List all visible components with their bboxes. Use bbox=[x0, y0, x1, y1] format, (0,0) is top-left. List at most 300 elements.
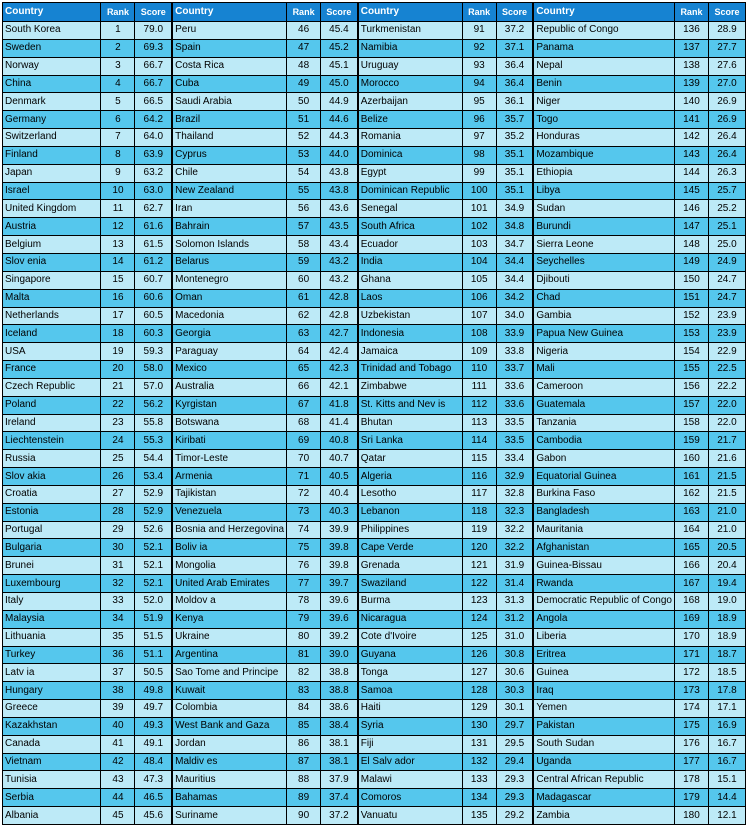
header-country-2: Country bbox=[172, 3, 286, 22]
table-row bbox=[3, 539, 746, 557]
score-cell: 39.9 bbox=[321, 521, 358, 539]
rank-cell: 75 bbox=[287, 539, 321, 557]
country-cell: Lithuania bbox=[3, 628, 101, 646]
score-cell: 23.9 bbox=[708, 325, 745, 343]
table-row bbox=[3, 307, 746, 325]
header-score-2: Score bbox=[321, 3, 358, 22]
rank-cell: 85 bbox=[287, 717, 321, 735]
score-cell: 30.6 bbox=[496, 664, 533, 682]
country-cell: Namibia bbox=[358, 39, 462, 57]
country-cell: Tunisia bbox=[3, 771, 101, 789]
score-cell: 66.7 bbox=[135, 75, 172, 93]
table-row bbox=[3, 129, 746, 147]
country-cell: Tanzania bbox=[533, 414, 674, 432]
rank-cell: 124 bbox=[462, 610, 496, 628]
rank-cell: 60 bbox=[287, 271, 321, 289]
rank-cell: 86 bbox=[287, 735, 321, 753]
country-cell: USA bbox=[3, 343, 101, 361]
country-cell: Niger bbox=[533, 93, 674, 111]
rank-cell: 145 bbox=[674, 182, 708, 200]
score-cell: 53.4 bbox=[135, 468, 172, 486]
score-cell: 38.1 bbox=[321, 753, 358, 771]
country-cell: Azerbaijan bbox=[358, 93, 462, 111]
rank-cell: 26 bbox=[101, 468, 135, 486]
country-cell: Panama bbox=[533, 39, 674, 57]
country-cell: Chile bbox=[172, 164, 286, 182]
ranking-table-container bbox=[2, 2, 746, 825]
rank-cell: 57 bbox=[287, 218, 321, 236]
rank-cell: 117 bbox=[462, 485, 496, 503]
country-cell: Laos bbox=[358, 289, 462, 307]
score-cell: 37.4 bbox=[321, 789, 358, 807]
country-cell: Guatemala bbox=[533, 396, 674, 414]
table-row bbox=[3, 236, 746, 254]
country-cell: Gambia bbox=[533, 307, 674, 325]
country-cell: Uganda bbox=[533, 753, 674, 771]
score-cell: 34.2 bbox=[496, 289, 533, 307]
score-cell: 25.2 bbox=[708, 200, 745, 218]
rank-cell: 173 bbox=[674, 682, 708, 700]
score-cell: 41.4 bbox=[321, 414, 358, 432]
country-cell: Mexico bbox=[172, 361, 286, 379]
country-cell: Lesotho bbox=[358, 485, 462, 503]
rank-cell: 130 bbox=[462, 717, 496, 735]
score-cell: 25.1 bbox=[708, 218, 745, 236]
rank-cell: 81 bbox=[287, 646, 321, 664]
score-cell: 21.7 bbox=[708, 432, 745, 450]
rank-cell: 94 bbox=[462, 75, 496, 93]
score-cell: 43.8 bbox=[321, 164, 358, 182]
country-cell: Nicaragua bbox=[358, 610, 462, 628]
rank-cell: 51 bbox=[287, 111, 321, 129]
rank-cell: 73 bbox=[287, 503, 321, 521]
header-country-3: Country bbox=[358, 3, 462, 22]
rank-cell: 30 bbox=[101, 539, 135, 557]
country-cell: Bangladesh bbox=[533, 503, 674, 521]
country-cell: Guinea bbox=[533, 664, 674, 682]
score-cell: 22.0 bbox=[708, 414, 745, 432]
rank-cell: 28 bbox=[101, 503, 135, 521]
rank-cell: 108 bbox=[462, 325, 496, 343]
rank-cell: 118 bbox=[462, 503, 496, 521]
country-cell: Liechtenstein bbox=[3, 432, 101, 450]
rank-cell: 83 bbox=[287, 682, 321, 700]
country-cell: South Sudan bbox=[533, 735, 674, 753]
score-cell: 33.6 bbox=[496, 396, 533, 414]
rank-cell: 61 bbox=[287, 289, 321, 307]
score-cell: 35.1 bbox=[496, 182, 533, 200]
country-cell: Bahrain bbox=[172, 218, 286, 236]
score-cell: 57.0 bbox=[135, 378, 172, 396]
rank-cell: 31 bbox=[101, 557, 135, 575]
rank-cell: 67 bbox=[287, 396, 321, 414]
table-row bbox=[3, 146, 746, 164]
rank-cell: 27 bbox=[101, 485, 135, 503]
score-cell: 33.6 bbox=[496, 378, 533, 396]
score-cell: 42.3 bbox=[321, 361, 358, 379]
rank-cell: 121 bbox=[462, 557, 496, 575]
score-cell: 22.0 bbox=[708, 396, 745, 414]
score-cell: 34.8 bbox=[496, 218, 533, 236]
rank-cell: 32 bbox=[101, 575, 135, 593]
score-cell: 52.1 bbox=[135, 575, 172, 593]
table-row bbox=[3, 432, 746, 450]
rank-cell: 111 bbox=[462, 378, 496, 396]
score-cell: 44.9 bbox=[321, 93, 358, 111]
rank-cell: 14 bbox=[101, 253, 135, 271]
country-cell: Lebanon bbox=[358, 503, 462, 521]
rank-cell: 113 bbox=[462, 414, 496, 432]
rank-cell: 106 bbox=[462, 289, 496, 307]
country-cell: Togo bbox=[533, 111, 674, 129]
rank-cell: 158 bbox=[674, 414, 708, 432]
score-cell: 52.9 bbox=[135, 503, 172, 521]
score-cell: 45.0 bbox=[321, 75, 358, 93]
country-cell: Norway bbox=[3, 57, 101, 75]
rank-cell: 49 bbox=[287, 75, 321, 93]
country-cell: Grenada bbox=[358, 557, 462, 575]
rank-cell: 102 bbox=[462, 218, 496, 236]
rank-cell: 50 bbox=[287, 93, 321, 111]
rank-cell: 78 bbox=[287, 593, 321, 611]
rank-cell: 12 bbox=[101, 218, 135, 236]
country-cell: Cuba bbox=[172, 75, 286, 93]
rank-cell: 152 bbox=[674, 307, 708, 325]
table-row bbox=[3, 575, 746, 593]
score-cell: 18.5 bbox=[708, 664, 745, 682]
rank-cell: 90 bbox=[287, 807, 321, 825]
rank-cell: 131 bbox=[462, 735, 496, 753]
rank-cell: 142 bbox=[674, 129, 708, 147]
header-rank-2: Rank bbox=[287, 3, 321, 22]
rank-cell: 96 bbox=[462, 111, 496, 129]
country-cell: United Arab Emirates bbox=[172, 575, 286, 593]
score-cell: 38.8 bbox=[321, 664, 358, 682]
score-cell: 31.0 bbox=[496, 628, 533, 646]
country-cell: Italy bbox=[3, 593, 101, 611]
rank-cell: 79 bbox=[287, 610, 321, 628]
country-cell: Oman bbox=[172, 289, 286, 307]
country-cell: Republic of Congo bbox=[533, 22, 674, 40]
rank-cell: 99 bbox=[462, 164, 496, 182]
score-cell: 35.2 bbox=[496, 129, 533, 147]
table-row bbox=[3, 111, 746, 129]
score-cell: 30.1 bbox=[496, 700, 533, 718]
country-cell: Chad bbox=[533, 289, 674, 307]
score-cell: 24.7 bbox=[708, 289, 745, 307]
rank-cell: 112 bbox=[462, 396, 496, 414]
country-cell: Nepal bbox=[533, 57, 674, 75]
country-cell: Austria bbox=[3, 218, 101, 236]
country-cell: Tajikistan bbox=[172, 485, 286, 503]
score-cell: 28.9 bbox=[708, 22, 745, 40]
country-cell: Mongolia bbox=[172, 557, 286, 575]
score-cell: 49.7 bbox=[135, 700, 172, 718]
country-cell: Mauritius bbox=[172, 771, 286, 789]
rank-cell: 167 bbox=[674, 575, 708, 593]
country-cell: Hungary bbox=[3, 682, 101, 700]
country-cell: Malaysia bbox=[3, 610, 101, 628]
rank-cell: 53 bbox=[287, 146, 321, 164]
table-row bbox=[3, 182, 746, 200]
score-cell: 33.8 bbox=[496, 343, 533, 361]
country-cell: Kenya bbox=[172, 610, 286, 628]
score-cell: 29.4 bbox=[496, 753, 533, 771]
score-cell: 26.3 bbox=[708, 164, 745, 182]
country-cell: Seychelles bbox=[533, 253, 674, 271]
country-cell: Comoros bbox=[358, 789, 462, 807]
score-cell: 22.5 bbox=[708, 361, 745, 379]
rank-cell: 171 bbox=[674, 646, 708, 664]
country-cell: Denmark bbox=[3, 93, 101, 111]
country-cell: Central African Republic bbox=[533, 771, 674, 789]
score-cell: 40.4 bbox=[321, 485, 358, 503]
rank-cell: 10 bbox=[101, 182, 135, 200]
rank-cell: 137 bbox=[674, 39, 708, 57]
score-cell: 45.4 bbox=[321, 22, 358, 40]
rank-cell: 91 bbox=[462, 22, 496, 40]
rank-cell: 138 bbox=[674, 57, 708, 75]
score-cell: 41.8 bbox=[321, 396, 358, 414]
rank-cell: 169 bbox=[674, 610, 708, 628]
country-cell: Cape Verde bbox=[358, 539, 462, 557]
country-cell: Ireland bbox=[3, 414, 101, 432]
rank-cell: 29 bbox=[101, 521, 135, 539]
score-cell: 63.0 bbox=[135, 182, 172, 200]
rank-cell: 92 bbox=[462, 39, 496, 57]
country-cell: Turkey bbox=[3, 646, 101, 664]
rank-cell: 125 bbox=[462, 628, 496, 646]
country-cell: Turkmenistan bbox=[358, 22, 462, 40]
score-cell: 12.1 bbox=[708, 807, 745, 825]
rank-cell: 97 bbox=[462, 129, 496, 147]
country-cell: Maldiv es bbox=[172, 753, 286, 771]
score-cell: 60.5 bbox=[135, 307, 172, 325]
country-cell: Kyrgistan bbox=[172, 396, 286, 414]
country-cell: Cote d'Ivoire bbox=[358, 628, 462, 646]
score-cell: 33.4 bbox=[496, 450, 533, 468]
country-cell: Benin bbox=[533, 75, 674, 93]
rank-cell: 39 bbox=[101, 700, 135, 718]
rank-cell: 174 bbox=[674, 700, 708, 718]
score-cell: 61.5 bbox=[135, 236, 172, 254]
score-cell: 29.3 bbox=[496, 789, 533, 807]
country-cell: Rwanda bbox=[533, 575, 674, 593]
rank-cell: 180 bbox=[674, 807, 708, 825]
rank-cell: 66 bbox=[287, 378, 321, 396]
score-cell: 52.0 bbox=[135, 593, 172, 611]
country-cell: Burundi bbox=[533, 218, 674, 236]
country-cell: Luxembourg bbox=[3, 575, 101, 593]
rank-cell: 44 bbox=[101, 789, 135, 807]
country-cell: South Africa bbox=[358, 218, 462, 236]
rank-cell: 63 bbox=[287, 325, 321, 343]
rank-cell: 179 bbox=[674, 789, 708, 807]
country-cell: Switzerland bbox=[3, 129, 101, 147]
score-cell: 37.9 bbox=[321, 771, 358, 789]
rank-cell: 56 bbox=[287, 200, 321, 218]
country-cell: Eritrea bbox=[533, 646, 674, 664]
country-cell: Libya bbox=[533, 182, 674, 200]
country-cell: Vanuatu bbox=[358, 807, 462, 825]
rank-cell: 76 bbox=[287, 557, 321, 575]
score-cell: 61.2 bbox=[135, 253, 172, 271]
country-cell: Montenegro bbox=[172, 271, 286, 289]
score-cell: 29.5 bbox=[496, 735, 533, 753]
rank-cell: 74 bbox=[287, 521, 321, 539]
country-cell: Canada bbox=[3, 735, 101, 753]
score-cell: 43.5 bbox=[321, 218, 358, 236]
rank-cell: 105 bbox=[462, 271, 496, 289]
table-row bbox=[3, 753, 746, 771]
rank-cell: 165 bbox=[674, 539, 708, 557]
header-country-1: Country bbox=[3, 3, 101, 22]
score-cell: 52.9 bbox=[135, 485, 172, 503]
table-row bbox=[3, 557, 746, 575]
country-cell: Qatar bbox=[358, 450, 462, 468]
score-cell: 32.8 bbox=[496, 485, 533, 503]
country-cell: Afghanistan bbox=[533, 539, 674, 557]
country-cell: Botswana bbox=[172, 414, 286, 432]
rank-cell: 64 bbox=[287, 343, 321, 361]
table-row bbox=[3, 503, 746, 521]
country-cell: Thailand bbox=[172, 129, 286, 147]
table-row bbox=[3, 378, 746, 396]
score-cell: 55.3 bbox=[135, 432, 172, 450]
score-cell: 42.7 bbox=[321, 325, 358, 343]
country-cell: Ecuador bbox=[358, 236, 462, 254]
rank-cell: 144 bbox=[674, 164, 708, 182]
rank-cell: 178 bbox=[674, 771, 708, 789]
score-cell: 29.7 bbox=[496, 717, 533, 735]
country-cell: Sweden bbox=[3, 39, 101, 57]
score-cell: 32.2 bbox=[496, 539, 533, 557]
score-cell: 33.5 bbox=[496, 414, 533, 432]
rank-cell: 103 bbox=[462, 236, 496, 254]
header-rank-3: Rank bbox=[462, 3, 496, 22]
country-cell: Czech Republic bbox=[3, 378, 101, 396]
score-cell: 30.8 bbox=[496, 646, 533, 664]
country-cell: Sri Lanka bbox=[358, 432, 462, 450]
rank-cell: 141 bbox=[674, 111, 708, 129]
country-cell: Philippines bbox=[358, 521, 462, 539]
rank-cell: 104 bbox=[462, 253, 496, 271]
rank-cell: 17 bbox=[101, 307, 135, 325]
table-row bbox=[3, 646, 746, 664]
country-cell: Moldov a bbox=[172, 593, 286, 611]
country-cell: Ethiopia bbox=[533, 164, 674, 182]
country-cell: Zambia bbox=[533, 807, 674, 825]
score-cell: 51.5 bbox=[135, 628, 172, 646]
country-cell: Portugal bbox=[3, 521, 101, 539]
score-cell: 60.6 bbox=[135, 289, 172, 307]
score-cell: 39.2 bbox=[321, 628, 358, 646]
country-cell: Honduras bbox=[533, 129, 674, 147]
rank-cell: 128 bbox=[462, 682, 496, 700]
score-cell: 27.7 bbox=[708, 39, 745, 57]
country-cell: Iceland bbox=[3, 325, 101, 343]
country-cell: Sao Tome and Principe bbox=[172, 664, 286, 682]
rank-cell: 69 bbox=[287, 432, 321, 450]
score-cell: 49.8 bbox=[135, 682, 172, 700]
rank-cell: 52 bbox=[287, 129, 321, 147]
score-cell: 39.8 bbox=[321, 557, 358, 575]
country-cell: Malta bbox=[3, 289, 101, 307]
score-cell: 19.0 bbox=[708, 593, 745, 611]
country-cell: Morocco bbox=[358, 75, 462, 93]
score-cell: 23.9 bbox=[708, 307, 745, 325]
rank-cell: 18 bbox=[101, 325, 135, 343]
score-cell: 26.9 bbox=[708, 111, 745, 129]
header-row bbox=[3, 3, 746, 22]
table-body bbox=[3, 22, 746, 825]
score-cell: 42.8 bbox=[321, 289, 358, 307]
score-cell: 43.6 bbox=[321, 200, 358, 218]
score-cell: 54.4 bbox=[135, 450, 172, 468]
score-cell: 43.8 bbox=[321, 182, 358, 200]
country-cell: Japan bbox=[3, 164, 101, 182]
rank-cell: 160 bbox=[674, 450, 708, 468]
score-cell: 34.7 bbox=[496, 236, 533, 254]
rank-cell: 126 bbox=[462, 646, 496, 664]
country-cell: Iran bbox=[172, 200, 286, 218]
rank-cell: 115 bbox=[462, 450, 496, 468]
rank-cell: 87 bbox=[287, 753, 321, 771]
header-rank-4: Rank bbox=[674, 3, 708, 22]
country-cell: Sierra Leone bbox=[533, 236, 674, 254]
score-cell: 32.3 bbox=[496, 503, 533, 521]
score-cell: 31.9 bbox=[496, 557, 533, 575]
score-cell: 55.8 bbox=[135, 414, 172, 432]
score-cell: 58.0 bbox=[135, 361, 172, 379]
score-cell: 43.4 bbox=[321, 236, 358, 254]
score-cell: 19.4 bbox=[708, 575, 745, 593]
country-cell: Slov enia bbox=[3, 253, 101, 271]
score-cell: 39.8 bbox=[321, 539, 358, 557]
score-cell: 32.9 bbox=[496, 468, 533, 486]
score-cell: 42.1 bbox=[321, 378, 358, 396]
country-cell: Bhutan bbox=[358, 414, 462, 432]
table-row bbox=[3, 807, 746, 825]
country-cell: Burkina Faso bbox=[533, 485, 674, 503]
rank-cell: 133 bbox=[462, 771, 496, 789]
score-cell: 62.7 bbox=[135, 200, 172, 218]
country-cell: Trinidad and Tobago bbox=[358, 361, 462, 379]
score-cell: 18.7 bbox=[708, 646, 745, 664]
rank-cell: 16 bbox=[101, 289, 135, 307]
score-cell: 42.8 bbox=[321, 307, 358, 325]
rank-cell: 47 bbox=[287, 39, 321, 57]
score-cell: 39.7 bbox=[321, 575, 358, 593]
table-row bbox=[3, 325, 746, 343]
country-cell: Georgia bbox=[172, 325, 286, 343]
country-cell: Bulgaria bbox=[3, 539, 101, 557]
rank-cell: 22 bbox=[101, 396, 135, 414]
header-score-1: Score bbox=[135, 3, 172, 22]
rank-cell: 43 bbox=[101, 771, 135, 789]
country-cell: Papua New Guinea bbox=[533, 325, 674, 343]
score-cell: 38.1 bbox=[321, 735, 358, 753]
rank-cell: 163 bbox=[674, 503, 708, 521]
rank-cell: 172 bbox=[674, 664, 708, 682]
rank-cell: 37 bbox=[101, 664, 135, 682]
rank-cell: 132 bbox=[462, 753, 496, 771]
score-cell: 52.1 bbox=[135, 557, 172, 575]
table-row bbox=[3, 450, 746, 468]
score-cell: 63.9 bbox=[135, 146, 172, 164]
country-cell: Belarus bbox=[172, 253, 286, 271]
country-cell: United Kingdom bbox=[3, 200, 101, 218]
